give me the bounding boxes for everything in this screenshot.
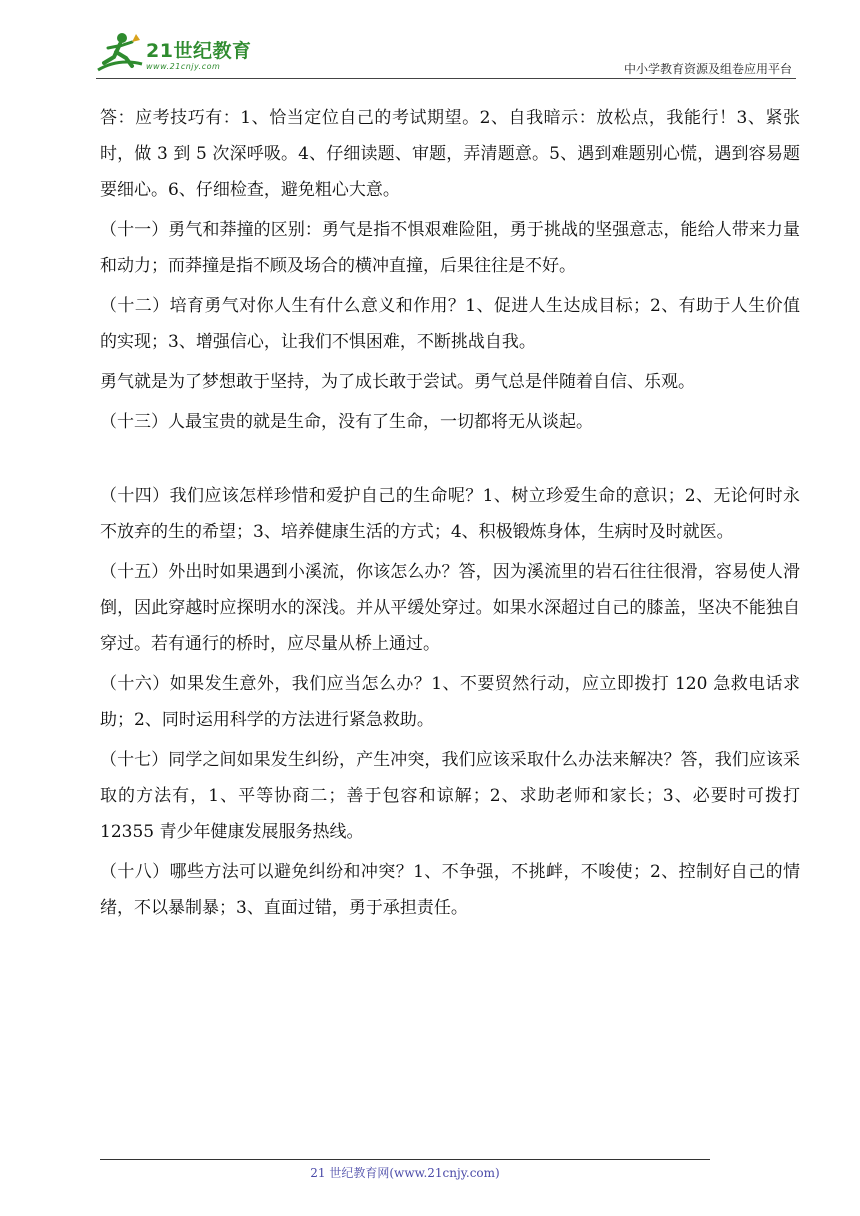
platform-name: 中小学教育资源及组卷应用平台 [623,62,792,76]
page-header [0,0,860,80]
paragraph-courage-summary: 勇气就是为了梦想敢于坚持，为了成长敢于尝试。勇气总是伴随着自信、乐观。 [100,372,695,392]
header-divider [96,78,796,79]
paragraph-15: （十五）外出时如果遇到小溪流，你该怎么办？答，因为溪流里的岩石往往很滑，容易使人滑倒，因此穿越时应探明水的深浅。并从平缓处穿过。如果水深超过自己的膝盖，坚决不能独自穿过。若有通行的桥时，应尽量从桥上通过。 [100,562,800,654]
paragraph-12: （十二）培育勇气对你人生有什么意义和作用？1、促进人生达成目标；2、有助于人生价值的实现；3、增强信心，让我们不惧困难，不断挑战自我。 [100,296,800,352]
paragraph-17: （十七）同学之间如果发生纠纷，产生冲突，我们应该采取什么办法来解决？答，我们应该采取的方法有，1、平等协商二；善于包容和谅解；2、求助老师和家长；3、必要时可拨打 12355 青少年健康发展服务热线。 [100,750,800,842]
blank-line [100,444,800,478]
document-body [100,100,800,930]
paragraph-18: （十八）哪些方法可以避免纠纷和冲突？1、不争强，不挑衅，不唆使；2、控制好自己的情绪，不以暴制暴；3、直面过错，勇于承担责任。 [100,862,800,918]
runner-logo-icon [96,30,144,76]
paragraph-14: （十四）我们应该怎样珍惜和爱护自己的生命呢？1、树立珍爱生命的意识；2、无论何时永不放弃的生的希望；3、培养健康生活的方式；4、积极锻炼身体，生病时及时就医。 [100,486,800,542]
paragraph-11: （十一）勇气和莽撞的区别：勇气是指不惧艰难险阻，勇于挑战的坚强意志，能给人带来力量和动力；而莽撞是指不顾及场合的横冲直撞，后果往往是不好。 [100,220,800,276]
paragraph-13: （十三）人最宝贵的就是生命，没有了生命，一切都将无从谈起。 [100,412,593,432]
paragraph-16: （十六）如果发生意外，我们应当怎么办？1、不要贸然行动，应立即拨打 120 急救电话求助；2、同时运用科学的方法进行紧急救助。 [100,674,800,730]
page-footer[interactable]: 21 世纪教育网(www.21cnjy.com) [310,1166,500,1180]
logo-text: 21世纪教育 [146,40,252,62]
paragraph-answer-exam-tips: 答：应考技巧有：1、恰当定位自己的考试期望。2、自我暗示：放松点，我能行！3、紧张时，做 3 到 5 次深呼吸。4、仔细读题、审题，弄清题意。5、遇到难题别心慌，遇到容易题要细心。6、仔细检查，避免粗心大意。 [100,108,800,200]
logo-url: www.21cnjy.com [146,62,221,71]
footer-divider [100,1159,710,1160]
site-logo[interactable] [96,30,266,80]
